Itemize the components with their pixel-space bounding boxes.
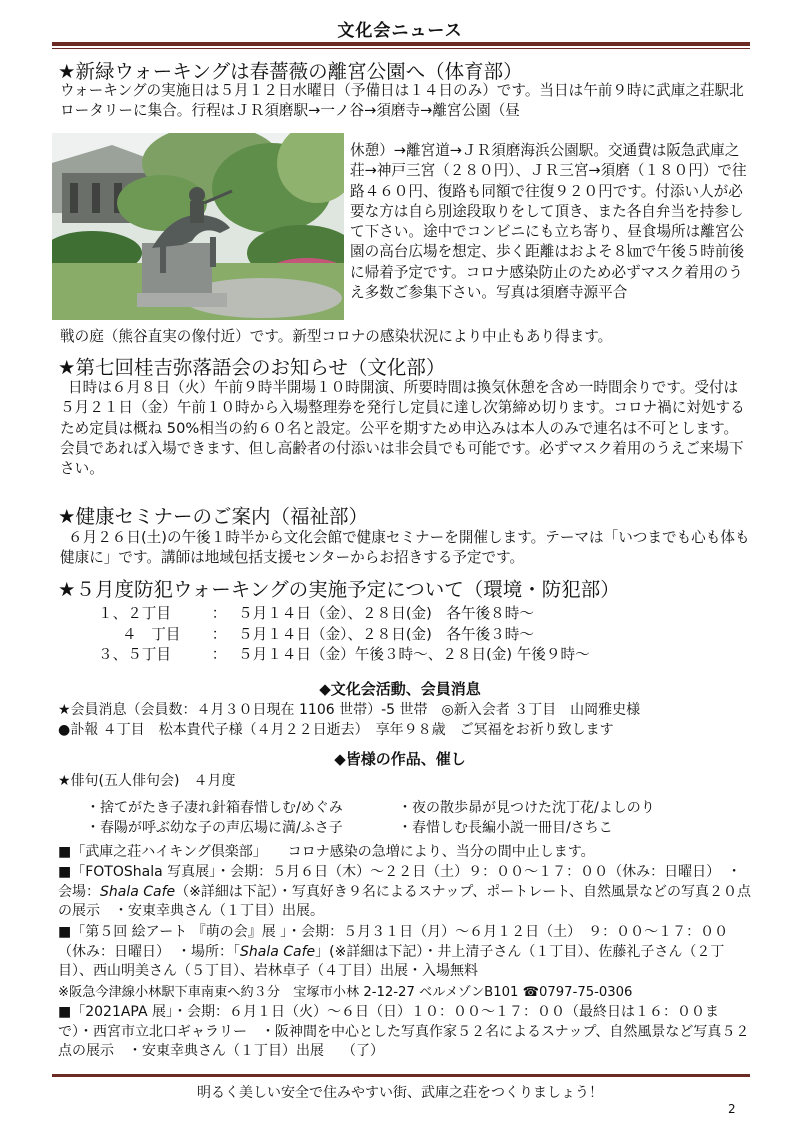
rakugo-paragraph: 日時は６月８日（火）午前９時半開場１０時開演、所要時間は換気休憩を含め一時間余りです。受付は５月２１日（金）午前１０時から入場整理券を発行し定員に達し次第締め切ります。コロナ禍に対処するため定員は概ね 50%相当の約６０名と設定。公平を期すため申込みは本人のみで連名は不可とします。会員であれば入場できます、但し高齢者の付添いは非会員でも可能です。必ずマスク着用のうえご来場下さい。 <box>60 379 745 478</box>
walking-heading: ★新緑ウォーキングは春薔薇の離宮公園へ（体育部） <box>58 60 523 83</box>
members-heading: ◆文化会活動、会員消息 <box>319 680 481 698</box>
haiku-item: ・夜の散歩昴が見つけた沈丁花/よしのり <box>398 800 655 816</box>
haiku-item: ・捨てがたき子凄れ針箱春惜しむ/めぐみ <box>86 800 343 816</box>
walking-paragraph-side: 休憩）→離宮道→ＪＲ須磨海浜公園駅。交通費は阪急武庫之荘→神戸三宮（２８０円）、ＪＲ三宮→須磨（１８０円）で往路４６０円、復路も同額で往復９２０円です。付添い人が必要な方は自ら別途段取りをして頂き、また各自弁当を持参して下さい。途中でコンビニにも立ち寄り、昼食場所は離宮公園の高台広場を想定、歩く距離はおよそ８㎞で午後５時前後に帰着予定です。コロナ感染防止のため必ずマスク着用のうえ多数ご参集下さい。写真は須磨寺源平合 <box>350 142 747 302</box>
patrol-time: ５月１４日（金）、２８日(金) 各午後８時～ <box>238 605 534 622</box>
patrol-separator: ： <box>211 605 227 622</box>
art-venue: Shala Cafe <box>240 943 316 960</box>
footer-rule <box>52 1074 750 1077</box>
patrol-row <box>98 604 590 625</box>
header-rule-thin <box>52 48 750 49</box>
haiku-item: ・春陽が呼ぶ幼な子の声広場に満/ふさ子 <box>86 820 343 836</box>
rakugo-heading: ★第七回桂吉弥落語会のお知らせ（文化部） <box>58 356 446 379</box>
health-heading: ★健康セミナーのご案内（福祉部） <box>58 505 368 528</box>
patrol-separator: ： <box>211 646 227 663</box>
foto-exhibition-text: ■「FOTOShala 写真展」・会期：５月６日（木）～２２日（土）９：００～１７：００（休み：日曜日） ・会場： <box>58 864 742 900</box>
end-mark: （了） <box>342 1043 384 1060</box>
walking-paragraph-bottom: 戦の庭（熊谷直実の像付近）です。新型コロナの感染状況により中止もあり得ます。 <box>60 328 613 345</box>
works-heading: ◆皆様の作品、催し <box>334 750 466 768</box>
haiku-item: ・春惜しむ長編小説一冊目/さちこ <box>398 820 613 836</box>
health-paragraph: ６月２６日(土)の午後１時半から文化会館で健康セミナーを開催します。テーマは「いつまでも心も体も健康に」です。講師は地域包括支援センターからお招きする予定です。 <box>60 529 750 567</box>
patrol-row <box>98 625 590 646</box>
temple-garden-photo <box>52 133 344 320</box>
page-number: 2 <box>728 1102 736 1116</box>
patrol-area: ４ 丁目 <box>122 625 181 643</box>
footer-slogan: 明るく美しい安全で住みやすい街、武庫之荘をつくりましょう！ <box>197 1085 603 1101</box>
patrol-schedule <box>98 604 590 666</box>
walking-paragraph-top: ウォーキングの実施日は５月１２日水曜日（予備日は１４日のみ）です。当日は午前９時に武庫之荘駅北ロータリーに集合。行程はＪＲ須磨駅→一ノ谷→須磨寺→離宮公園（昼 <box>60 82 744 120</box>
patrol-time: ５月１４日（金）、２８日(金) 各午後３時～ <box>238 625 534 643</box>
foto-exhibition-text-2: （※詳細は下記）・写真好き９名によるスナップ、ポートレート、自然風景などの写真２０点の展示 ・安東幸典さん（１丁目）出展。 <box>58 883 751 920</box>
art-exhibition-text: ■「第５回 絵アート 『萌の会』展 」・会期：５月３１日（月）～６月１２日（土） ９：００～１７：００（休み：日曜日） ・場所：「 <box>58 924 729 960</box>
page-title: 文化会ニュース <box>337 21 463 41</box>
obituary-line: ●訃報 ４丁目 松本貴代子様（４月２２日逝去） 享年９８歳 ご冥福をお祈り致します <box>58 722 614 738</box>
haiku-row <box>86 798 655 818</box>
apa-exhibition <box>58 1003 752 1062</box>
access-info: ※阪急今津線小林駅下車南東へ約３分 宝塚市小林 2-12-27 ベルメゾンB101 ☎0797-75-0306 <box>58 985 633 1000</box>
art-exhibition-text-2: 」(※詳細は下記）・井上清子さん（１丁目）、佐藤礼子さん（２丁目）、西山明美さん（５丁目）、岩林卓子（４丁目）出展・入場無料 <box>58 943 725 980</box>
art-exhibition <box>58 923 752 982</box>
patrol-separator: ： <box>211 625 227 643</box>
patrol-heading: ★５月度防犯ウォーキングの実施予定について（環境・防犯部） <box>58 578 620 601</box>
patrol-area: １、２丁目 <box>98 605 171 622</box>
haiku-list <box>86 798 655 838</box>
foto-exhibition <box>58 863 752 922</box>
patrol-row <box>98 645 590 666</box>
patrol-time: ５月１４日（金）午後３時～、２８日(金) 午後９時～ <box>238 646 590 663</box>
haiku-title: ★俳句(五人俳句会) ４月度 <box>58 773 236 789</box>
header-rule-thick <box>52 42 750 46</box>
patrol-area: ３、５丁目 <box>98 646 171 663</box>
statue-photo-illustration <box>52 133 344 320</box>
hiking-club-notice: ■「武庫之荘ハイキング倶楽部」 コロナ感染の急増により、当分の間中止します。 <box>58 844 595 860</box>
apa-exhibition-text: ■「2021APA 展」・会期：６月１日（火）～６日（日）１０：００～１７：００（最終日は１６：００まで）・西宮市立北口ギャラリー ・阪神間を中心とした写真作家５２名によるスナップ、自然風景など写真５２点の展示 ・安東幸典さん（１丁目）出展 <box>58 1004 750 1060</box>
member-news-line: ★会員消息（会員数：４月３０日現在 1106 世帯）-5 世帯 ◎新入会者 ３丁目 山岡雅史様 <box>58 702 641 718</box>
foto-venue: Shala Cafe <box>100 883 176 900</box>
haiku-row <box>86 818 655 838</box>
